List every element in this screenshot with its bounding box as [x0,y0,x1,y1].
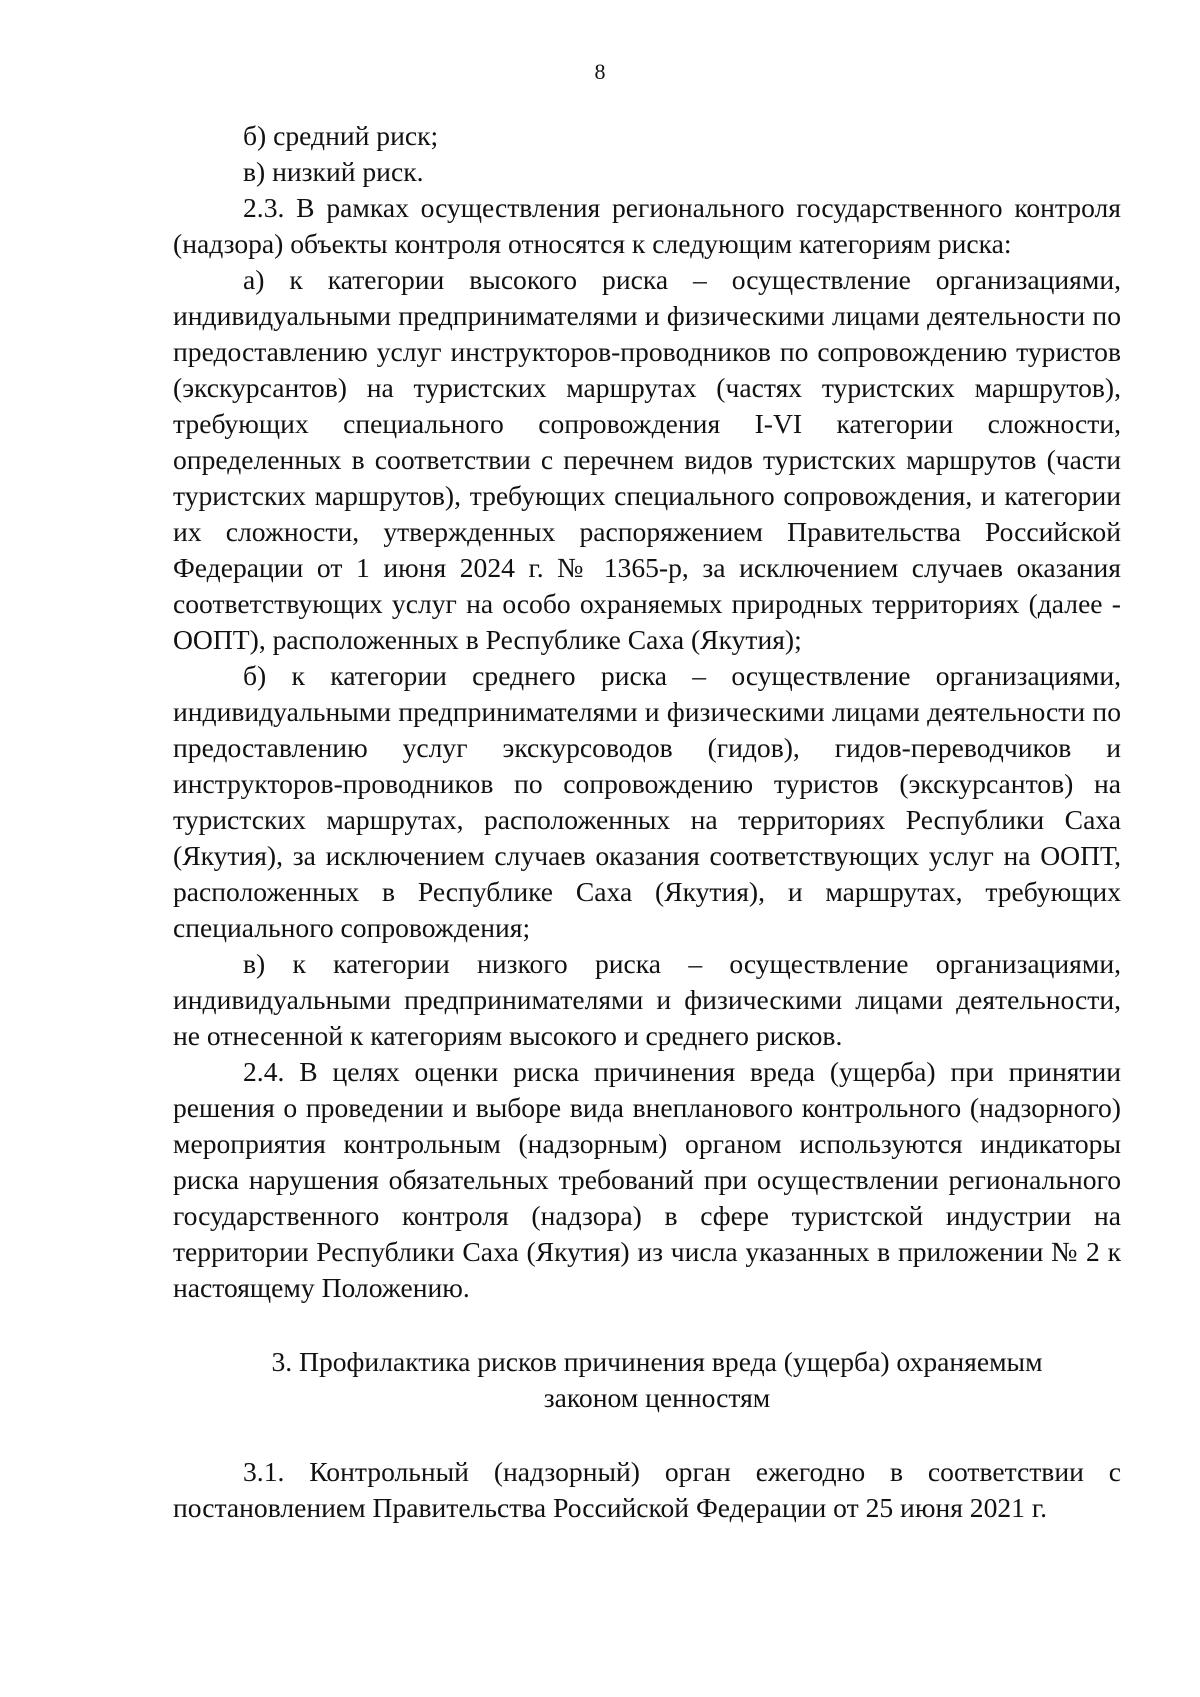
paragraph-2-3-intro: 2.3. В рамках осуществления регионального государственного контроля (надзора) объекты контроля относятся к следующим категориям риска: [173,192,1121,259]
list-item-medium-risk: б) средний риск; [243,120,439,151]
paragraph-2-4: 2.4. В целях оценки риска причинения вреда (ущерба) при принятии решения о проведении и выборе вида внепланового контрольного (надзорного) мероприятия контрольным (надзорным) органом используются индикаторы риска нарушения обязательных требований при осуществлении регионального государственного контроля (надзора) в сфере туристской индустрии на территории Республики Саха (Якутия) из числа указанных в приложении № 2 к настоящему Положению. [173,1056,1121,1303]
list-item-low-risk: в) низкий риск. [243,156,424,187]
paragraph-2-3-medium-risk: б) к категории среднего риска – осуществление организациями, индивидуальными предпринимателями и физическими лицами деятельности по предоставлению услуг экскурсоводов (гидов), гидов-переводчиков и инструкторов-проводников по сопровождению туристов (экскурсантов) на туристских маршрутах, расположенных на территориях Республики Саха (Якутия), за исключением случаев оказания соответствующих услуг на ООПТ, расположенных в Республике Саха (Якутия), и маршрутах, требующих специального сопровождения; [173,660,1121,943]
paragraph-2-3-high-risk: а) к категории высокого риска – осуществление организациями, индивидуальными предпринимателями и физическими лицами деятельности по предоставлению услуг инструкторов-проводников по сопровождению туристов (экскурсантов) на туристских маршрутах (частях туристских маршрутов), требующих специального сопровождения I-VI категории сложности, определенных в соответствии с перечнем видов туристских маршрутов (части туристских маршрутов), требующих специального сопровождения, и категории их сложности, утвержденных распоряжением Правительства Российской Федерации от 1 июня 2024 г. № 1365-р, за исключением случаев оказания соответствующих услуг на особо охраняемых природных территориях (далее - ООПТ), расположенных в Республике Саха (Якутия); [173,264,1121,655]
paragraph-3-1: 3.1. Контрольный (надзорный) орган ежегодно в соответствии с постановлением Правительства Российской Федерации от 25 июня 2021 г. [173,1456,1121,1523]
section-3-heading: 3. Профилактика рисков причинения вреда (ущерба) охраняемым законом ценностям [271,1346,1043,1413]
page-number: 8 [594,59,606,84]
paragraph-2-3-low-risk: в) к категории низкого риска – осуществление организациями, индивидуальными предпринимателями и физическими лицами деятельности, не отнесенной к категориям высокого и среднего рисков. [173,948,1121,1051]
document-body [173,118,1121,1526]
